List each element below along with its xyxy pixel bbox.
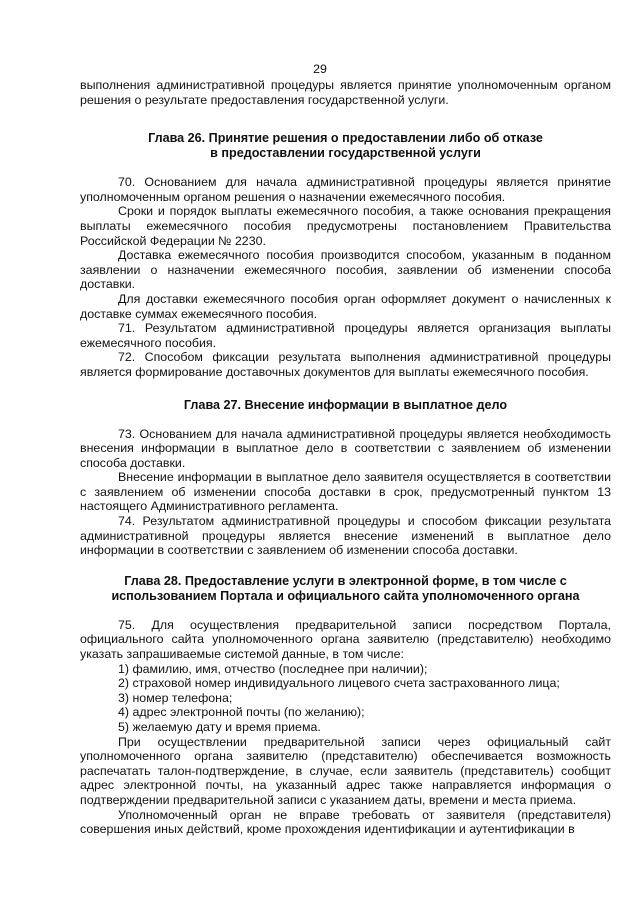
chapter-26-heading <box>80 131 611 161</box>
list-item: 3) номер телефона; <box>118 690 233 705</box>
list-item: 5) желаемую дату и время приема. <box>118 720 321 734</box>
document-body <box>80 62 611 837</box>
chapter-26-text <box>80 175 611 379</box>
chapter-26-title-line-2: в предоставлении государственной услуги <box>210 146 481 161</box>
paragraph-71: 71. Результатом административной процедуры является организация выплаты ежемесячного пособия. <box>80 321 611 350</box>
chapter-28-text <box>80 618 611 837</box>
paragraph-authority-restriction: Уполномоченный орган не вправе требовать от заявителя (представителя) совершения иных действий, кроме прохождения идентификации и аутентификации в <box>80 807 611 837</box>
paragraph-payment-terms: Сроки и порядок выплаты ежемесячного пособия, а также основания прекращения выплаты ежемесячного пособия предусмотрены постановлением Правительства Российской Федерации № 2230. <box>80 204 611 248</box>
paragraph-delivery-document: Для доставки ежемесячного пособия орган оформляет документ о начисленных к доставке суммах ежемесячного пособия. <box>80 291 611 321</box>
paragraph-info-entry: Внесение информации в выплатное дело заявителя осуществляется в соответствии с заявлением об изменении способа доставки в срок, предусмотренный пунктом 13 настоящего Административного регламента. <box>80 470 611 514</box>
paragraph-70: 70. Основанием для начала административной процедуры является принятие уполномоченным органом решения о назначении ежемесячного пособия. <box>80 175 611 204</box>
chapter-28-title-line-1: Глава 28. Предоставление услуги в электронной форме, в том числе с <box>124 573 567 588</box>
list-item: 1) фамилию, имя, отчество (последнее при наличии); <box>118 661 428 676</box>
paragraph-75: 75. Для осуществления предварительной записи посредством Портала, официального сайта уполномоченного органа заявителю (представителю) необходимо указать запрашиваемые системой данные, в том числе: <box>80 617 611 662</box>
chapter-27-text <box>80 427 611 558</box>
paragraph-72: 72. Способом фиксации результата выполнения административной процедуры является формирование доставочных документов для выплаты ежемесячного пособия. <box>80 350 611 379</box>
paragraph-delivery-method: Доставка ежемесячного пособия производится способом, указанным в поданном заявлении о назначении ежемесячного пособия, заявлении об изменении способа доставки. <box>80 248 611 292</box>
page-number: 29 <box>313 62 327 76</box>
chapter-27-heading <box>80 398 611 413</box>
chapter-27-title-line-1: Глава 27. Внесение информации в выплатное дело <box>183 397 508 412</box>
list-item: 4) адрес электронной почты (по желанию); <box>118 705 365 720</box>
paragraph-confirmation-ticket: При осуществлении предварительной записи через официальный сайт уполномоченного органа заявителю (представителю) обеспечивается возможность распечатать талон-подтверждение, в случае, если заявитель (представитель) сообщит адрес электронной почты, на указанный адрес также направляется информация о подтверждении предварительной записи с указанием даты, времени и места приема. <box>80 734 611 807</box>
chapter-26-title-line-1: Глава 26. Принятие решения о предоставлении либо об отказе <box>148 131 543 146</box>
continuation-paragraph: выполнения административной процедуры является принятие уполномоченным органом решения о результате предоставления государственной услуги. <box>80 78 611 107</box>
paragraph-74: 74. Результатом административной процедуры и способом фиксации результата административной процедуры является внесение изменений в выплатное дело информации в соответствии с заявлением об изменении способа доставки. <box>80 514 611 558</box>
chapter-28-title-line-2: использованием Портала и официального сайта уполномоченного органа <box>111 588 580 603</box>
chapter-28-heading <box>80 574 611 604</box>
paragraph-73: 73. Основанием для начала административной процедуры является необходимость внесения информации в выплатное дело в соответствии с заявлением об изменении способа доставки. <box>80 426 611 470</box>
list-item: 2) страховой номер индивидуального лицевого счета застрахованного лица; <box>118 676 560 691</box>
